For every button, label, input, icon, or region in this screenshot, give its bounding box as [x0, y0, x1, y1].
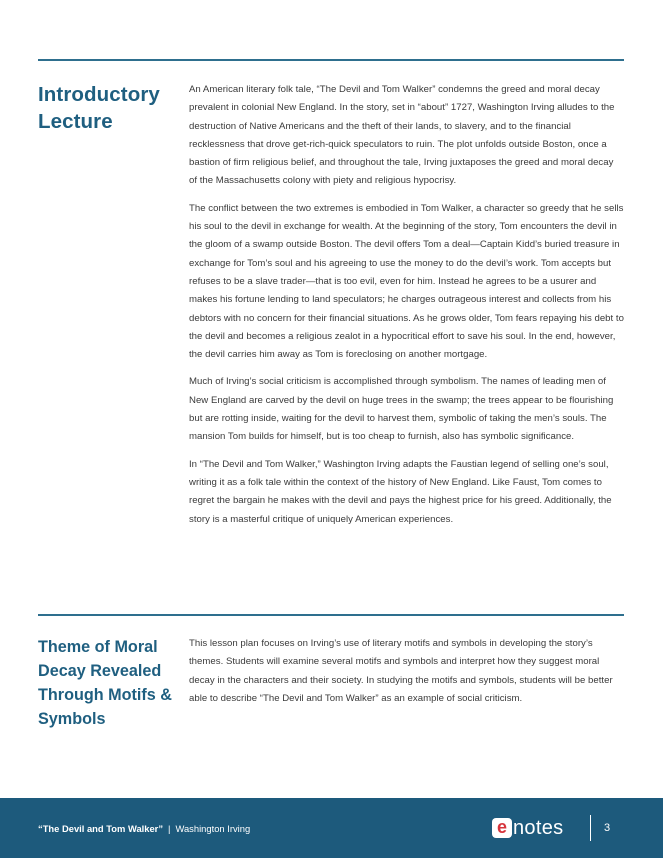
enotes-logo [492, 816, 563, 840]
top-rule [38, 59, 624, 61]
paragraph: In “The Devil and Tom Walker,” Washington Irving adapts the Faustian legend of selling one’s soul, writing it as a folk tale within the context of the history of New England. Like Faust, Tom comes to regret the bargain he makes with the devil and pays the highest price for his greed. Additionally, the story is a masterful critique of uniquely American experiences. [189, 458, 612, 525]
section-body [189, 635, 624, 717]
paragraph: Much of Irving’s social criticism is accomplished through symbolism. The names of leading men of New England are carved by the devil on huge trees in the swamp; the trees appear to be flourishing but are rotting inside, waiting for the devil to harvest them, symbolic of taking the men’s souls. The mansion Tom builds for himself, but is too cheap to furnish, also has symbolic significance. [189, 376, 614, 443]
footer-separator: | [168, 823, 171, 834]
section-heading: Theme of Moral Decay Revealed Through Motifs & Symbols [38, 638, 172, 728]
theme-section [38, 635, 624, 755]
page-number: 3 [604, 822, 611, 834]
footer-divider [590, 815, 591, 841]
paragraph: The conflict between the two extremes is embodied in Tom Walker, a character so greedy that he sells his soul to the devil in exchange for wealth. At the beginning of the story, Tom encounters the devil in the gloom of a swamp outside Boston. The devil offers Tom a deal—Captain Kidd’s buried treasure in exchange for Tom’s soul and his agreeing to use the money to do the devil’s work. Tom accepts but refuses to be a slave trader—that is too evil, even for him. Instead he agrees to be a usurer and makes his fortune lending to land speculators; he charges outrageous interest and collects from his debtors with no concern for their financial situations. As he grows older, Tom fears repaying his debt to the devil and becomes a religious zealot in a hypocritical effort to save his soul. In the end, however, the devil carries him away as Tom is foreclosing on another mortgage. [189, 202, 624, 361]
section-body [189, 81, 624, 538]
footer-author: Washington Irving [175, 823, 251, 834]
middle-rule [38, 614, 624, 616]
logo-e-icon: e [492, 818, 512, 838]
footer-citation [38, 823, 250, 834]
footer-title: “The Devil and Tom Walker” [38, 823, 164, 834]
page-footer [0, 798, 663, 858]
logo-wordmark: notes [513, 817, 564, 839]
paragraph: An American literary folk tale, “The Devil and Tom Walker” condemns the greed and moral decay prevalent in colonial New England. In the story, set in “about” 1727, Washington Irving alludes to the destruction of Native Americans and the theft of their lands, to slavery, and to the financial recklessness that drove get-rich-quick speculators to ruin. The plot unfolds outside Boston, once a bastion of firm religious belief, and throughout the tale, Irving juxtaposes the greed and moral decay of the Massachusetts colony with piety and religious hypocrisy. [189, 84, 615, 187]
section-heading: Introductory Lecture [38, 83, 160, 133]
paragraph: This lesson plan focuses on Irving’s use of literary motifs and symbols in developing the story’s themes. Students will examine several motifs and symbols and interpret how they suggest moral decay in the characters and their society. In studying the motifs and symbols, students will be better able to describe “The Devil and Tom Walker” as an example of social criticism. [189, 638, 613, 704]
intro-section [38, 81, 624, 581]
